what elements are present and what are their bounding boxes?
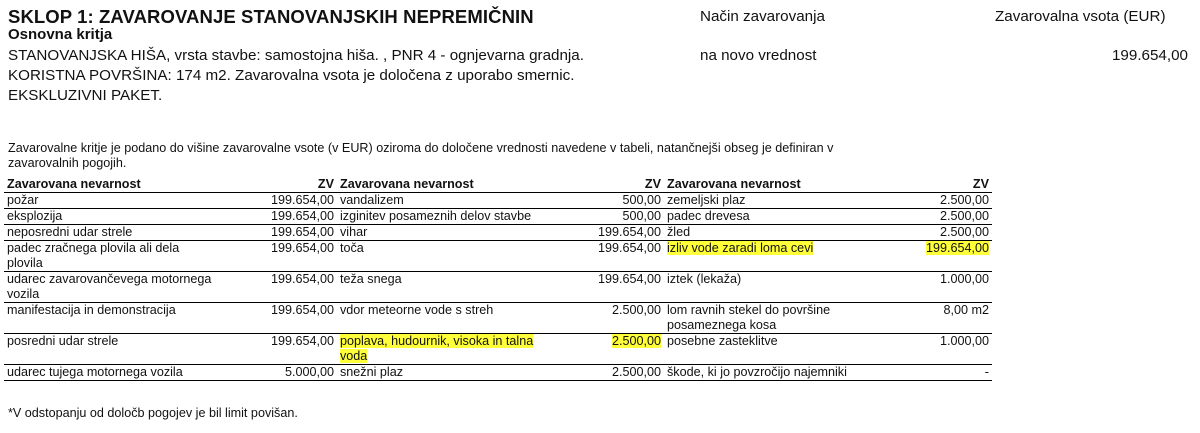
sum-cell: 199.654,00	[217, 225, 337, 241]
table-row	[4, 241, 992, 272]
sum-cell: 2.500,00	[874, 209, 992, 225]
coverage-note-line-2: zavarovalnih pogojih.	[8, 156, 127, 170]
sum-cell: 199.654,00	[217, 303, 337, 334]
description-line-3: EKSKLUZIVNI PAKET.	[8, 87, 163, 104]
hazard-cell: posredni udar strele	[4, 334, 217, 365]
sum-cell: 199.654,00	[217, 334, 337, 365]
table-row	[4, 193, 992, 209]
method-value: na novo vrednost	[700, 47, 817, 64]
sum-cell: 199.654,00	[217, 272, 337, 303]
hazard-cell: eksplozija	[4, 209, 217, 225]
header-sum-1: ZV	[217, 177, 337, 193]
table-row	[4, 225, 992, 241]
hazard-cell: manifestacija in demonstracija	[4, 303, 217, 334]
header-sum-3: ZV	[874, 177, 992, 193]
hazard-cell: vandalizem	[337, 193, 544, 209]
coverage-table	[4, 177, 992, 381]
hazard-cell: snežni plaz	[337, 365, 544, 381]
hazard-cell: vdor meteorne vode s streh	[337, 303, 544, 334]
description-line-2: KORISTNA POVRŠINA: 174 m2. Zavarovalna vsota je določena z uporabo smernic.	[8, 67, 575, 84]
hazard-cell-highlighted	[664, 241, 874, 272]
sum-cell: 199.654,00	[217, 209, 337, 225]
hazard-cell: toča	[337, 241, 544, 272]
table-row	[4, 272, 992, 303]
sum-cell: 199.654,00	[544, 225, 664, 241]
sum-cell: 2.500,00	[874, 193, 992, 209]
hazard-cell: iztek (lekaža)	[664, 272, 874, 303]
hazard-cell: neposredni udar strele	[4, 225, 217, 241]
hazard-cell: žled	[664, 225, 874, 241]
hazard-cell: padec drevesa	[664, 209, 874, 225]
highlighted-sum: 199.654,00	[925, 241, 989, 255]
highlighted-hazard: poplava, hudournik, visoka in talna voda	[340, 334, 534, 363]
sum-value: 199.654,00	[1111, 47, 1188, 64]
hazard-cell: škode, ki jo povzročijo najemniki	[664, 365, 874, 381]
hazard-cell: izginitev posameznih delov stavbe	[337, 209, 544, 225]
sum-cell-highlighted	[544, 334, 664, 365]
sum-cell: 500,00	[544, 193, 664, 209]
hazard-cell: zemeljski plaz	[664, 193, 874, 209]
highlighted-hazard: izliv vode zaradi loma cevi	[667, 241, 814, 255]
header-hazard-2: Zavarovana nevarnost	[337, 177, 544, 193]
sum-cell: 1.000,00	[874, 272, 992, 303]
sum-cell: 199.654,00	[544, 241, 664, 272]
table-header-row	[4, 177, 992, 193]
table-row	[4, 303, 992, 334]
method-column-header: Način zavarovanja	[700, 8, 825, 25]
table-row	[4, 365, 992, 381]
sum-column-header: Zavarovalna vsota (EUR)	[995, 8, 1166, 25]
sum-cell: 2.500,00	[544, 303, 664, 334]
sum-cell: -	[874, 365, 992, 381]
description-line-1: STANOVANJSKA HIŠA, vrsta stavbe: samostojna hiša. , PNR 4 - ognjevarna gradnja.	[8, 47, 584, 64]
hazard-cell: teža snega	[337, 272, 544, 303]
hazard-cell: padec zračnega plovila ali dela plovila	[4, 241, 217, 272]
sum-cell: 199.654,00	[217, 241, 337, 272]
sum-cell: 500,00	[544, 209, 664, 225]
hazard-cell: posebne zasteklitve	[664, 334, 874, 365]
sum-cell: 8,00 m2	[874, 303, 992, 334]
subtitle: Osnovna kritja	[8, 26, 113, 43]
sum-cell: 1.000,00	[874, 334, 992, 365]
header-sum-2: ZV	[544, 177, 664, 193]
footnote: *V odstopanju od določb pogojev je bil limit povišan.	[8, 406, 298, 420]
table-row	[4, 334, 992, 365]
hazard-cell: vihar	[337, 225, 544, 241]
hazard-cell: požar	[4, 193, 217, 209]
hazard-cell-highlighted	[337, 334, 544, 365]
hazard-cell: lom ravnih stekel do površine posameznega kosa	[664, 303, 874, 334]
sum-cell: 199.654,00	[544, 272, 664, 303]
table-row	[4, 209, 992, 225]
sum-cell-highlighted	[874, 241, 992, 272]
coverage-note-line-1: Zavarovalne kritje je podano do višine zavarovalne vsote (v EUR) oziroma do določene vrednosti navedene v tabeli, natančnejši obseg je definiran v	[8, 141, 834, 155]
sum-cell: 5.000,00	[217, 365, 337, 381]
header-hazard-3: Zavarovana nevarnost	[664, 177, 874, 193]
sum-cell: 2.500,00	[874, 225, 992, 241]
section-title: SKLOP 1: ZAVAROVANJE STANOVANJSKIH NEPREMIČNIN	[8, 6, 534, 27]
header-hazard-1: Zavarovana nevarnost	[4, 177, 217, 193]
hazard-cell: udarec tujega motornega vozila	[4, 365, 217, 381]
sum-cell: 199.654,00	[217, 193, 337, 209]
highlighted-sum: 2.500,00	[611, 334, 661, 348]
sum-cell: 2.500,00	[544, 365, 664, 381]
hazard-cell: udarec zavarovančevega motornega vozila	[4, 272, 217, 303]
